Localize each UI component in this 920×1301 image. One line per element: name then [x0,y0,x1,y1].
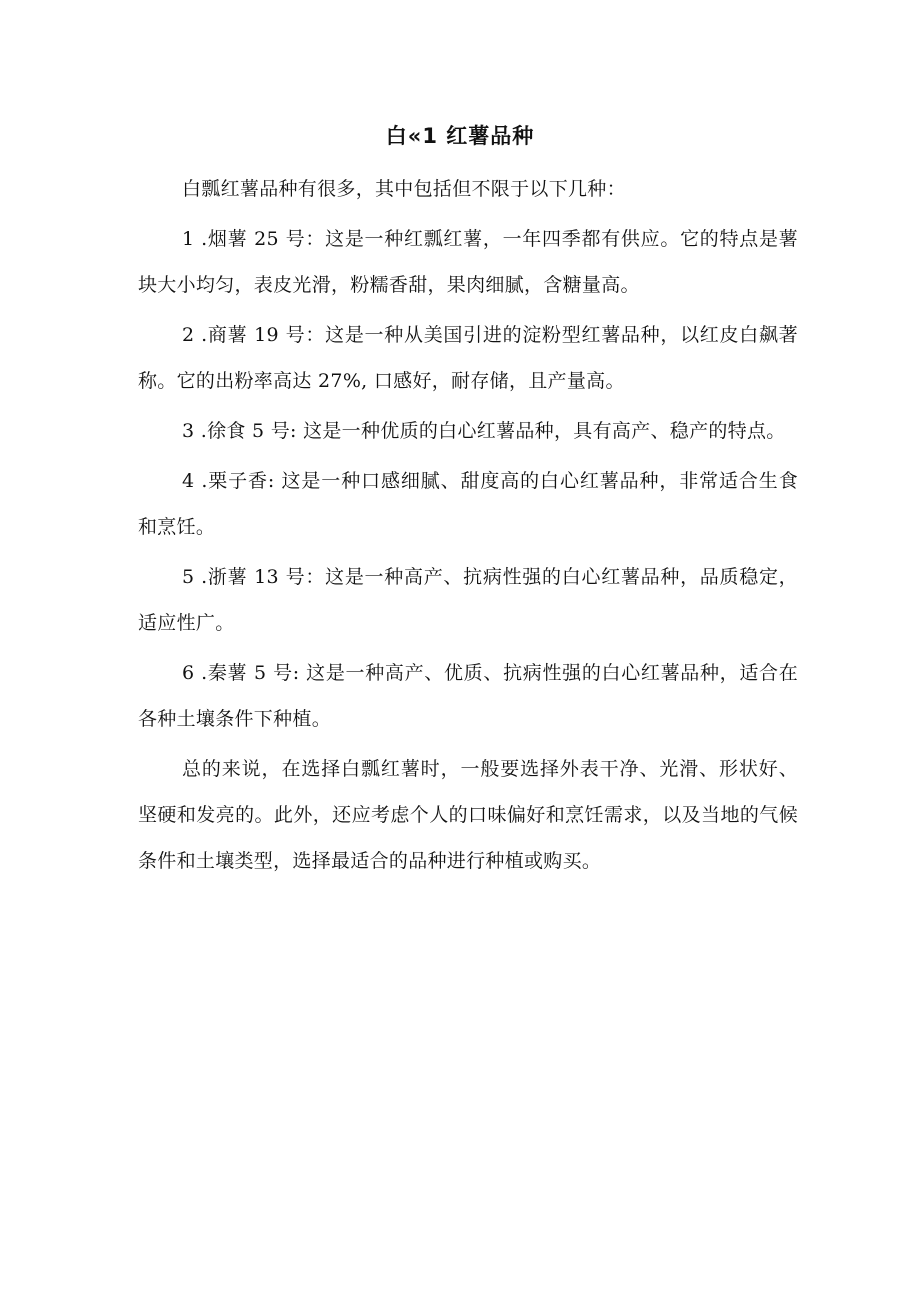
variety-item-5: 5 .浙薯 13 号：这是一种高产、抗病性强的白心红薯品种，品质稳定，适应性广。 [138,566,798,634]
variety-item-6: 6 .秦薯 5 号: 这是一种高产、优质、抗病性强的白心红薯品种，适合在各种土壤条件下种植。 [138,662,798,730]
document-title: 白«1 红薯品种 [385,124,535,148]
intro-paragraph: 白瓢红薯品种有很多，其中包括但不限于以下几种： [182,178,626,200]
variety-item-1: 1 .烟薯 25 号：这是一种红瓢红薯，一年四季都有供应。它的特点是薯块大小均匀，表皮光滑，粉糯香甜，果肉细腻，含糖量高。 [138,228,798,296]
summary-paragraph: 总的来说，在选择白瓢红薯时，一般要选择外表干净、光滑、形状好、坚硬和发亮的。此外，还应考虑个人的口味偏好和烹饪需求，以及当地的气候条件和土壤类型，选择最适合的品种进行种植或购买。 [138,758,798,872]
variety-item-3: 3 .徐食 5 号: 这是一种优质的白心红薯品种，具有高产、稳产的特点。 [182,420,786,442]
variety-item-2: 2 .商薯 19 号：这是一种从美国引进的淀粉型红薯品种，以红皮白飙著称。它的出粉率高达 27%, 口感好，耐存储，且产量高。 [138,324,798,392]
document-body [138,166,798,888]
variety-item-4: 4 .栗子香: 这是一种口感细腻、甜度高的白心红薯品种，非常适合生食和烹饪。 [138,470,798,538]
